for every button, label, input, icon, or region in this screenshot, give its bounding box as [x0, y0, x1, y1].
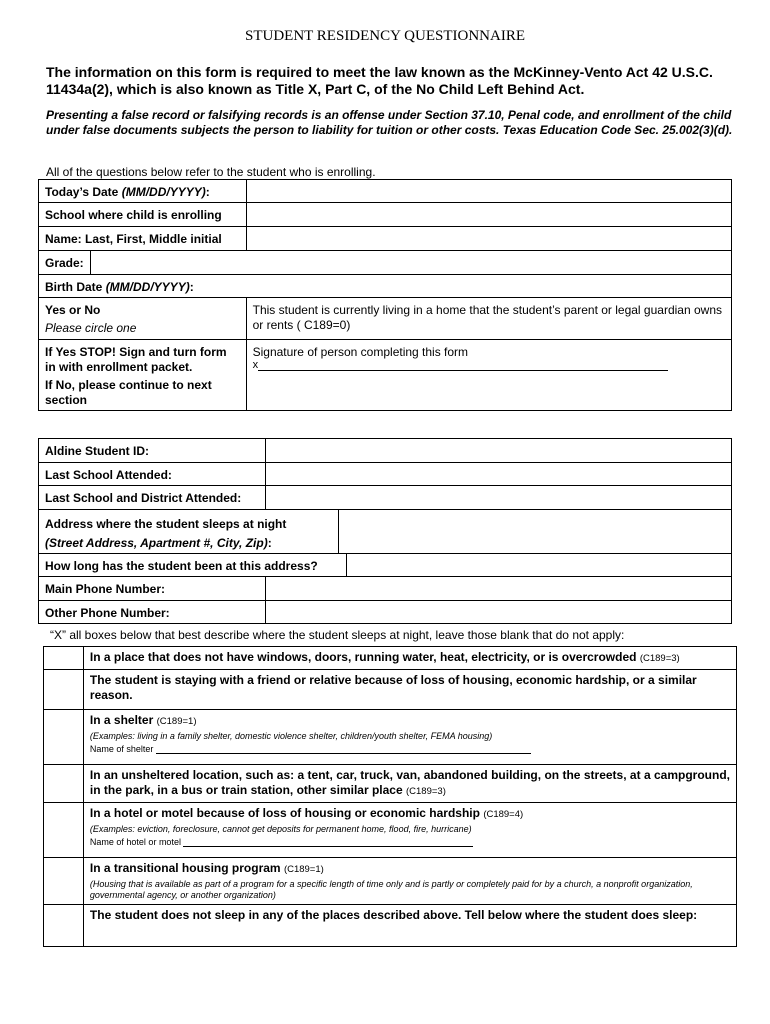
other-phone-field[interactable]	[265, 601, 731, 624]
signature-cell[interactable]	[246, 340, 731, 411]
checkbox-hotel[interactable]	[44, 803, 84, 858]
option-unsheltered: In an unsheltered location, such as: a tent, car, truck, van, abandoned building, on the streets, at a campground, in the park, in a bus or train station, other similar place (C189=3)	[83, 765, 736, 803]
main-phone-label: Main Phone Number:	[39, 577, 266, 601]
student-name-field[interactable]	[246, 227, 731, 251]
yes-no-cell[interactable]	[39, 298, 247, 340]
todays-date-field[interactable]	[246, 180, 731, 203]
continue-text: If No, please continue to next section	[45, 378, 212, 407]
option-other: The student does not sleep in any of the places described above. Tell below where the student does sleep:	[83, 905, 736, 947]
form-title: STUDENT RESIDENCY QUESTIONNAIRE	[245, 28, 525, 44]
main-phone-field[interactable]	[265, 577, 731, 601]
student-info-table	[38, 179, 732, 411]
last-school-district-label: Last School and District Attended:	[39, 486, 266, 510]
checkbox-doubled-up[interactable]	[44, 670, 84, 710]
checkbox-transitional[interactable]	[44, 858, 84, 905]
yes-no-label: Yes or No	[45, 303, 101, 317]
residence-statement: This student is currently living in a home that the student’s parent or legal guardian owns or rents ( C189=0)	[246, 298, 731, 340]
student-id-label: Aldine Student ID:	[39, 439, 266, 463]
address-field[interactable]	[338, 510, 731, 554]
signature-label: Signature of person completing this form	[252, 345, 469, 359]
option-shelter: In a shelter (C189=1) (Examples: living in a family shelter, domestic violence shelter, children/youth shelter, FEMA housing) Name of shelter	[83, 710, 736, 765]
checkbox-other[interactable]	[44, 905, 84, 947]
checkbox-unsheltered[interactable]	[44, 765, 84, 803]
school-label: School where child is enrolling	[39, 203, 247, 227]
last-school-field[interactable]	[265, 463, 731, 486]
shelter-name-line[interactable]: Name of shelter	[90, 744, 730, 754]
how-long-label: How long has the student been at this address?	[39, 554, 347, 577]
last-school-label: Last School Attended:	[39, 463, 266, 486]
how-long-field[interactable]	[346, 554, 731, 577]
school-field[interactable]	[246, 203, 731, 227]
option-no-utilities: In a place that does not have windows, doors, running water, heat, electricity, or is overcrowded (C189=3)	[83, 647, 736, 670]
student-id-field[interactable]	[265, 439, 731, 463]
option-hotel: In a hotel or motel because of loss of housing or economic hardship (C189=4) (Examples: eviction, foreclosure, cannot get deposits for permanent home, flood, fire, hurricane) Name of hotel or motel	[83, 803, 736, 858]
sleeping-location-table	[43, 646, 737, 947]
grade-field[interactable]	[90, 251, 731, 275]
law-notice: The information on this form is required to meet the law known as the McKinney-Vento Act 42 U.S.C. 11434a(2), which is also known as Title X, Part C, of the No Child Left Behind Act.	[46, 64, 713, 97]
false-record-warning: Presenting a false record or falsifying records is an offense under Section 37.10, Penal code, and enrollment of the child under false documents subjects the person to liability for tuition or other costs. Texas Education Code Sec. 25.002(3)(d).	[46, 108, 733, 137]
section3-instruction: “X” all boxes below that best describe where the student sleeps at night, leave those blank that do not apply:	[50, 628, 625, 642]
stop-text: If Yes STOP! Sign and turn form in with enrollment packet.	[45, 345, 227, 374]
todays-date-label: Today’s Date (MM/DD/YYYY):	[39, 180, 247, 203]
student-name-label: Name: Last, First, Middle initial	[39, 227, 247, 251]
hotel-name-line[interactable]: Name of hotel or motel	[90, 837, 730, 847]
option-transitional: In a transitional housing program (C189=1) (Housing that is available as part of a program for a specific length of time only and is partly or completely paid for by a church, a nonprofit organization, governmental agency, or another organization)	[83, 858, 736, 905]
checkbox-shelter[interactable]	[44, 710, 84, 765]
last-school-district-field[interactable]	[265, 486, 731, 510]
stop-instructions	[39, 340, 247, 411]
address-label: Address where the student sleeps at night (Street Address, Apartment #, City, Zip):	[39, 510, 339, 554]
circle-instruction: Please circle one	[45, 321, 137, 335]
intro-text: All of the questions below refer to the student who is enrolling.	[46, 165, 376, 179]
student-history-table	[38, 438, 732, 624]
signature-line[interactable]: x	[253, 359, 725, 371]
option-doubled-up: The student is staying with a friend or relative because of loss of housing, economic hardship, or a similar reason.	[83, 670, 736, 710]
checkbox-no-utilities[interactable]	[44, 647, 84, 670]
other-phone-label: Other Phone Number:	[39, 601, 266, 624]
grade-label: Grade:	[39, 251, 91, 275]
birth-date-label[interactable]: Birth Date (MM/DD/YYYY):	[39, 275, 732, 298]
